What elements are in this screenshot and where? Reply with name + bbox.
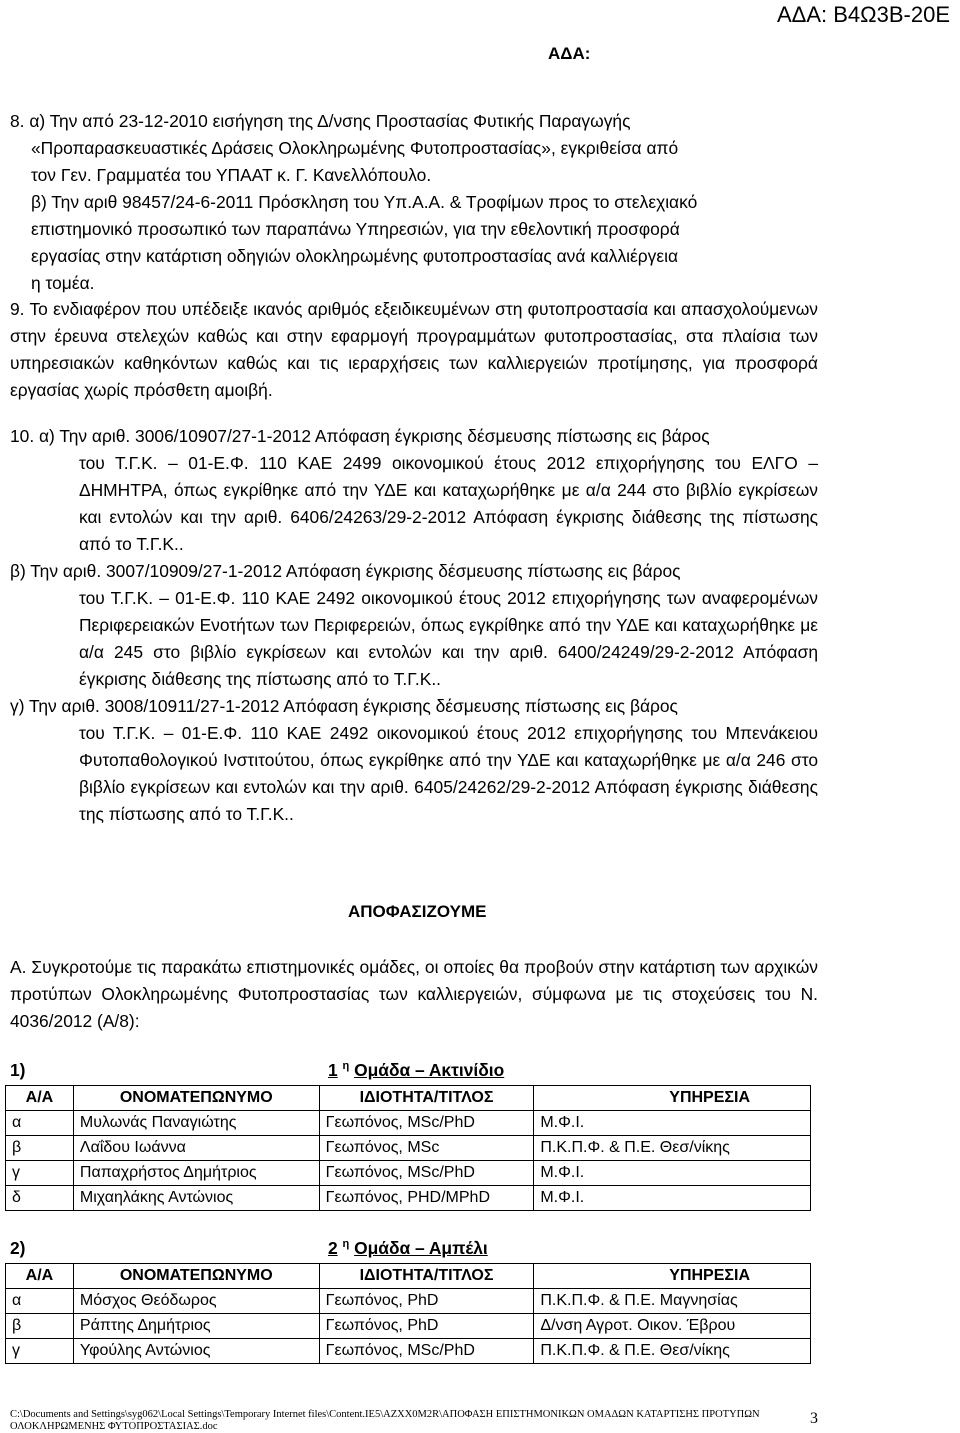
item-10b-lead: β) Την αριθ. 3007/10909/27-1-2012 Απόφαση έγκρισης δέσμευσης πίστωσης εις βάρος	[10, 561, 681, 581]
cell-name: Λαΐδου Ιωάννα	[73, 1136, 319, 1161]
group-2-title-wrap	[328, 1238, 488, 1259]
cell-title: Γεωπόνος, MSc	[319, 1136, 534, 1161]
group-1-title-wrap	[328, 1060, 504, 1081]
cell-service: Μ.Φ.Ι.	[534, 1186, 811, 1211]
table-row	[6, 1314, 811, 1339]
cell-name: Μόσχος Θεόδωρος	[73, 1289, 319, 1314]
col-name: ΟΝΟΜΑΤΕΠΩΝΥΜΟ	[73, 1086, 319, 1111]
group-1-heading	[10, 1060, 810, 1084]
table-row	[6, 1161, 811, 1186]
cell-title: Γεωπόνος, MSc/PhD	[319, 1111, 534, 1136]
col-name: ΟΝΟΜΑΤΕΠΩΝΥΜΟ	[73, 1264, 319, 1289]
cell-aa: α	[6, 1111, 74, 1136]
item-10b-text: του Τ.Γ.Κ. – 01-Ε.Φ. 110 ΚΑΕ 2492 οικονομικού έτους 2012 επιχορήγησης των αναφερομένων Περιφερειακών Ενοτήτων των Περιφερειών, όπως εγκρίθηκε από την ΥΔΕ και καταχωρήθηκε με α/α 245 στο βιβλίο εγκρίσεων και εντολών και την αριθ. 6400/24249/29-2-2012 Απόφαση έγκρισης διάθεσης της πίστωσης από το Τ.Γ.Κ..	[79, 588, 818, 689]
cell-service: Δ/νση Αγροτ. Οικον. Έβρου	[534, 1314, 811, 1339]
cell-aa: β	[6, 1136, 74, 1161]
table-row	[6, 1186, 811, 1211]
item-8-line: εργασίας στην κατάρτιση οδηγιών ολοκληρωμένης φυτοπροστασίας ανά καλλιέργεια	[31, 246, 679, 266]
cell-name: Μιχαηλάκης Αντώνιος	[73, 1186, 319, 1211]
item-10c-text: του Τ.Γ.Κ. – 01-Ε.Φ. 110 ΚΑΕ 2492 οικονομικού έτους 2012 επιχορήγησης του Μπενάκειου Φυτοπαθολογικού Ινστιτούτου, όπως εγκρίθηκε από την ΥΔΕ και καταχωρήθηκε με α/α 246 στο βιβλίο εγκρίσεων και εντολών και την αριθ. 6405/24262/29-2-2012 Απόφαση έγκρισης διάθεσης της πίστωσης από το Τ.Γ.Κ..	[79, 723, 818, 824]
item-8-line: β) Την αριθ 98457/24-6-2011 Πρόσκληση του Υπ.Α.Α. & Τροφίμων προς το στελεχιακό	[31, 192, 698, 212]
cell-aa: β	[6, 1314, 74, 1339]
page-number: 3	[810, 1410, 818, 1427]
footer-file-path: C:\Documents and Settings\syg062\Local Settings\Temporary Internet files\Content.IE5\AZXX0M2R\ΑΠΟΦΑΣΗ ΕΠΙΣΤΗΜΟΝΙΚΩΝ ΟΜΑΔΩΝ ΚΑΤΑΡΤΙΣΗΣ ΠΡΟΤΥΠΩΝ ΟΛΟΚΛΗΡΩΜΕΝΗΣ ΦΥΤΟΠΡΟΣΤΑΣΙΑΣ.doc	[10, 1409, 760, 1432]
cell-title: Γεωπόνος, MSc/PhD	[319, 1161, 534, 1186]
cell-service: Π.Κ.Π.Φ. & Π.Ε. Θεσ/νίκης	[534, 1339, 811, 1364]
item-10a-text: του Τ.Γ.Κ. – 01-Ε.Φ. 110 ΚΑΕ 2499 οικονομικού έτους 2012 επιχορήγησης του ΕΛΓΟ – ΔΗΜΗΤΡΑ, όπως εγκρίθηκε από την ΥΔΕ και καταχωρήθηκε με α/α 244 στο βιβλίο εγκρίσεων και εντολών και την αριθ. 6406/24263/29-2-2012 Απόφαση έγκρισης διάθεσης της πίστωσης από το Τ.Γ.Κ..	[79, 453, 818, 554]
col-aa: Α/Α	[6, 1086, 74, 1111]
cell-aa: α	[6, 1289, 74, 1314]
cell-name: Μυλωνάς Παναγιώτης	[73, 1111, 319, 1136]
cell-service: Μ.Φ.Ι.	[534, 1161, 811, 1186]
group-2-table	[5, 1263, 811, 1364]
cell-title: Γεωπόνος, PhD	[319, 1289, 534, 1314]
table-header-row	[6, 1086, 811, 1111]
cell-title: Γεωπόνος, MSc/PhD	[319, 1339, 534, 1364]
group-2-heading	[10, 1238, 810, 1262]
cell-service: Π.Κ.Π.Φ. & Π.Ε. Θεσ/νίκης	[534, 1136, 811, 1161]
group-2-ordinal: 2	[328, 1238, 338, 1258]
cell-service: Μ.Φ.Ι.	[534, 1111, 811, 1136]
item-10c-lead: γ) Την αριθ. 3008/10911/27-1-2012 Απόφαση έγκρισης δέσμευσης πίστωσης εις βάρος	[10, 696, 678, 716]
item-8-line: η τομέα.	[31, 273, 95, 293]
decision-heading: ΑΠΟΦΑΣΙΖΟΥΜΕ	[348, 902, 487, 921]
col-title: ΙΔΙΟΤΗΤΑ/ΤΙΤΛΟΣ	[319, 1086, 534, 1111]
ada-code: ΑΔΑ: Β4Ω3Β-20Ε	[776, 2, 950, 27]
item-8	[10, 108, 818, 297]
table-header-row	[6, 1264, 811, 1289]
item-8-line: «Προπαρασκευαστικές Δράσεις Ολοκληρωμένης Φυτοπροστασίας», εγκριθείσα από	[31, 138, 679, 158]
cell-title: Γεωπόνος, PHD/MPhD	[319, 1186, 534, 1211]
group-1-ordinal: 1	[328, 1060, 338, 1080]
table-row	[6, 1289, 811, 1314]
cell-name: Παπαχρήστος Δημήτριος	[73, 1161, 319, 1186]
cell-name: Ράπτης Δημήτριος	[73, 1314, 319, 1339]
table-row	[6, 1111, 811, 1136]
cell-aa: γ	[6, 1161, 74, 1186]
col-aa: Α/Α	[6, 1264, 74, 1289]
item-8-line: επιστημονικό προσωπικό των παραπάνω Υπηρεσιών, για την εθελοντική προσφορά	[31, 219, 680, 239]
item-8-line: 8. α) Την από 23-12-2010 εισήγηση της Δ/νσης Προστασίας Φυτικής Παραγωγής	[10, 111, 631, 131]
group-2-sup: η	[342, 1238, 350, 1251]
item-10a-lead: 10. α) Την αριθ. 3006/10907/27-1-2012 Απόφαση έγκρισης δέσμευσης πίστωσης εις βάρος	[10, 426, 710, 446]
section-a: Α. Συγκροτούμε τις παρακάτω επιστημονικές ομάδες, οι οποίες θα προβούν στην κατάρτιση των αρχικών προτύπων Ολοκληρωμένης Φυτοπροστασίας των καλλιεργειών, σύμφωνα με τις στοχεύσεις του Ν. 4036/2012 (Α/8):	[10, 957, 818, 1031]
group-2-title: Ομάδα – Αμπέλι	[354, 1238, 488, 1258]
group-2-number: 2)	[10, 1238, 26, 1258]
group-1-number: 1)	[10, 1060, 26, 1080]
cell-title: Γεωπόνος, PhD	[319, 1314, 534, 1339]
cell-service: Π.Κ.Π.Φ. & Π.Ε. Μαγνησίας	[534, 1289, 811, 1314]
col-title: ΙΔΙΟΤΗΤΑ/ΤΙΤΛΟΣ	[319, 1264, 534, 1289]
item-9: 9. Το ενδιαφέρον που υπέδειξε ικανός αριθμός εξειδικευμένων στη φυτοπροστασία και απασχολούμενων στην έρευνα στελεχών καθώς και στην εφαρμογή προγραμμάτων φυτοπροστασίας, στα πλαίσια των υπηρεσιακών καθηκόντων καθώς και τις ιεραρχήσεις των καλλιεργειών προτίμησης, για προσφορά εργασίας χωρίς πρόσθετη αμοιβή.	[10, 299, 818, 400]
col-service: ΥΠΗΡΕΣΙΑ	[534, 1264, 811, 1289]
group-1-sup: η	[342, 1060, 350, 1073]
cell-aa: γ	[6, 1339, 74, 1364]
ada-label: ΑΔΑ:	[548, 44, 591, 63]
item-8-line: τον Γεν. Γραμματέα του ΥΠΑΑΤ κ. Γ. Κανελλόπουλο.	[31, 165, 432, 185]
table-row	[6, 1339, 811, 1364]
item-10	[10, 423, 818, 828]
group-1-table	[5, 1085, 811, 1211]
col-service: ΥΠΗΡΕΣΙΑ	[534, 1086, 811, 1111]
cell-name: Υφούλης Αντώνιος	[73, 1339, 319, 1364]
group-1-title: Ομάδα – Ακτινίδιο	[354, 1060, 505, 1080]
table-row	[6, 1136, 811, 1161]
cell-aa: δ	[6, 1186, 74, 1211]
